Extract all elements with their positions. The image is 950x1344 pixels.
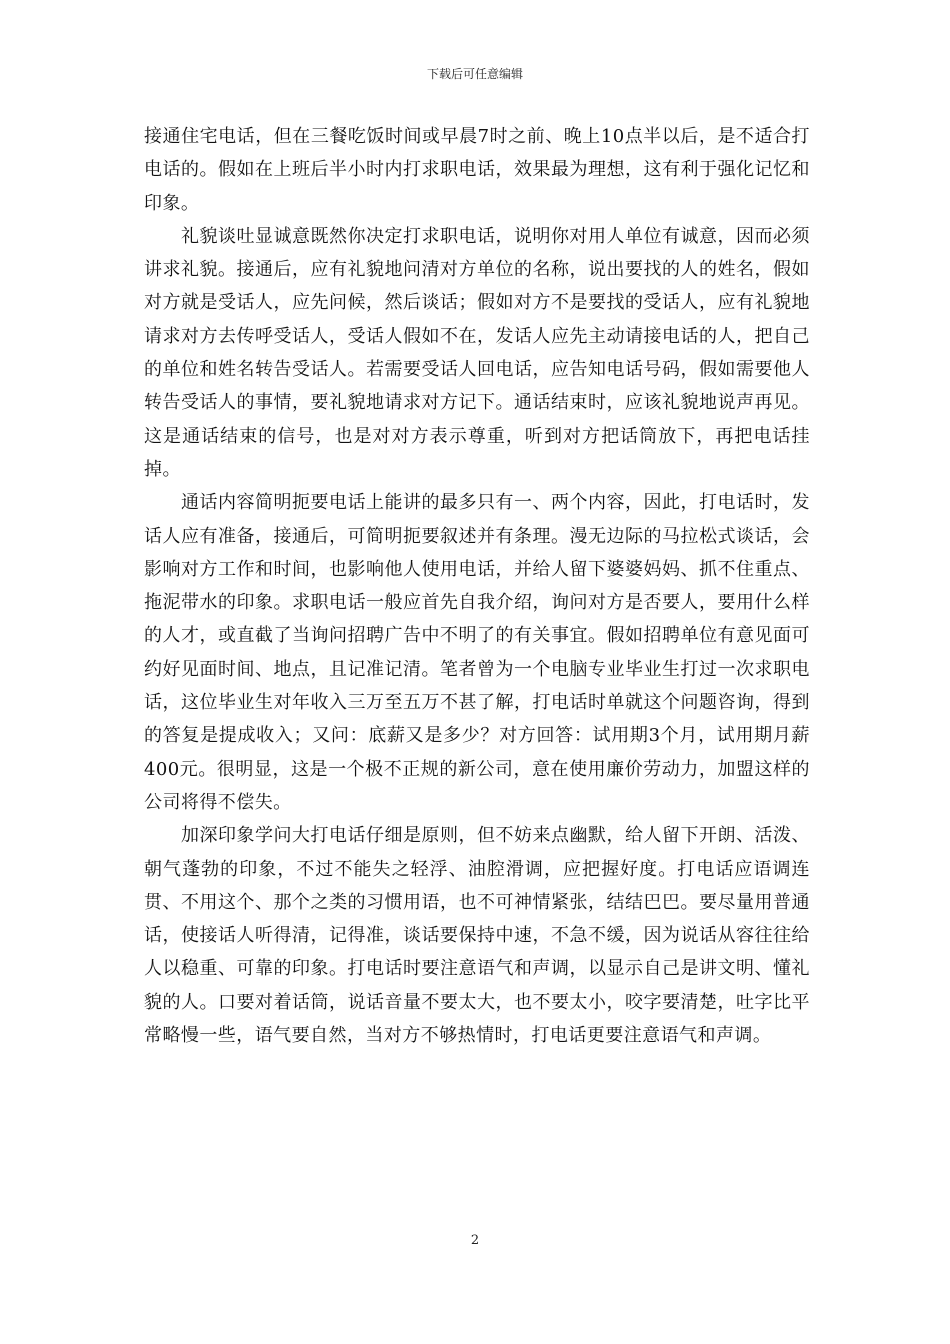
page-number: 2 (470, 1233, 480, 1248)
paragraph-deepen-impression: 加深印象学问大打电话仔细是原则，但不妨来点幽默，给人留下开朗、活泼、朝气蓬勃的印象，不过不能失之轻浮、油腔滑调，应把握好度。打电话应语调连贯、不用这个、那个之类的习惯用语，也不可神情紧张，结结巴巴。要尽量用普通话，使接话人听得清，记得准，谈话要保持中速，不急不缓，因为说话从容往往给人以稳重、可靠的印象。打电话时要注意语气和声调，以显示自己是讲文明、懂礼貌的人。口要对着话筒，说话音量不要太大，也不要太小，咬字要清楚，吐字比平常略慢一些，语气要自然，当对方不够热情时，打电话更要注意语气和声调。 (144, 825, 810, 1047)
paragraph-continuation: 接通住宅电话，但在三餐吃饭时间或早晨7时之前、晚上10点半以后，是不适合打电话的。假如在上班后半小时内打求职电话，效果最为理想，这有利于强化记忆和印象。 (144, 126, 810, 214)
paragraph-concise-content: 通话内容简明扼要电话上能讲的最多只有一、两个内容，因此，打电话时，发话人应有准备，接通后，可简明扼要叙述并有条理。漫无边际的马拉松式谈话，会影响对方工作和时间，也影响他人使用电话，并给人留下婆婆妈妈、抓不住重点、拖泥带水的印象。求职电话一般应首先自我介绍，询问对方是否要人，要用什么样的人才，或直截了当询问招聘广告中不明了的有关事宜。假如招聘单位有意见面可约好见面时间、地点，且记准记清。笔者曾为一个电脑专业毕业生打过一次求职电话，这位毕业生对年收入三万至五万不甚了解，打电话时单就这个问题咨询，得到的答复是提成收入；又问：底薪又是多少？对方回答：试用期3个月，试用期月薪400元。很明显，这是一个极不正规的新公司，意在使用廉价劳动力，加盟这样的公司将得不偿失。 (144, 492, 810, 813)
document-body (144, 120, 810, 1052)
paragraph-politeness: 礼貌谈吐显诚意既然你决定打求职电话，说明你对用人单位有诚意，因而必须讲求礼貌。接通后，应有礼貌地问清对方单位的名称，说出要找的人的姓名，假如对方就是受话人，应先问候，然后谈话；假如对方不是要找的受话人，应有礼貌地请求对方去传呼受话人，受话人假如不在，发话人应先主动请接电话的人，把自己的单位和姓名转告受话人。若需要受话人回电话，应告知电话号码，假如需要他人转告受话人的事情，要礼貌地请求对方记下。通话结束时，应该礼貌地说声再见。这是通话结束的信号，也是对对方表示尊重，听到对方把话筒放下，再把电话挂掉。 (144, 225, 810, 480)
page-header-note: 下载后可任意编辑 (426, 67, 523, 81)
